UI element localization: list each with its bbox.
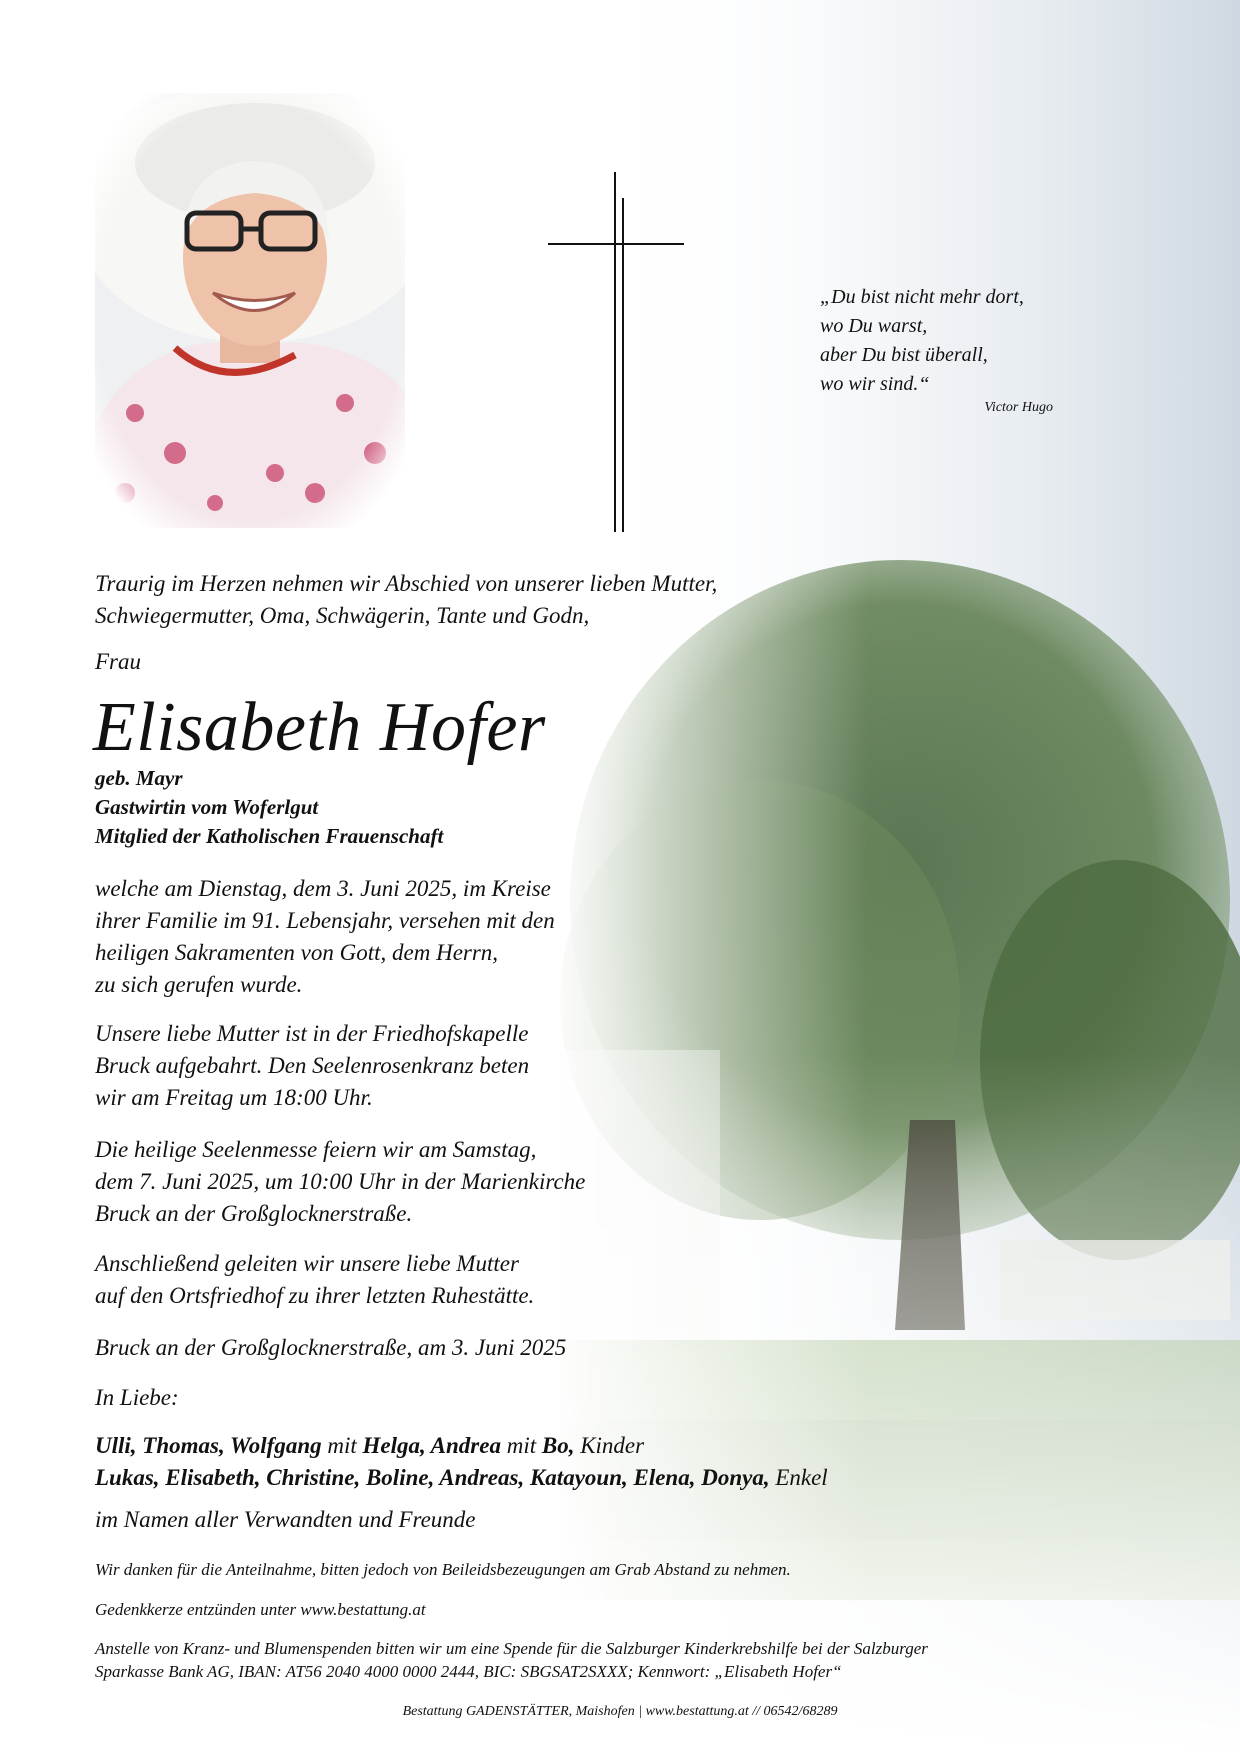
intro-text bbox=[95, 568, 717, 632]
wake-paragraph bbox=[95, 1018, 529, 1114]
relation-label: Kinder bbox=[574, 1433, 645, 1458]
cross-icon bbox=[548, 172, 684, 532]
quote-line: aber Du bist überall, bbox=[820, 344, 988, 366]
paragraph-line: auf den Ortsfriedhof zu ihrer letzten Ruhestätte. bbox=[95, 1283, 535, 1308]
paragraph-line: Anschließend geleiten wir unsere liebe Mutter bbox=[95, 1251, 519, 1276]
footer-imprint: Bestattung GADENSTÄTTER, Maishofen | www.bestattung.at // 06542/68289 bbox=[402, 1704, 838, 1719]
death-paragraph bbox=[95, 873, 555, 1001]
portrait-photo bbox=[95, 93, 405, 528]
quote-line: „Du bist nicht mehr dort, bbox=[820, 286, 1024, 308]
partner-names: Helga, Andrea bbox=[362, 1433, 501, 1458]
paragraph-line: Bruck an der Großglocknerstraße. bbox=[95, 1201, 413, 1226]
grandchildren-row bbox=[95, 1462, 828, 1494]
occupation: Gastwirtin vom Woferlgut bbox=[95, 795, 319, 819]
relation-label: Enkel bbox=[769, 1465, 828, 1490]
donation-note bbox=[95, 1637, 928, 1683]
paragraph-line: zu sich gerufen wurde. bbox=[95, 972, 303, 997]
paragraph-line: Die heilige Seelenmesse feiern wir am Samstag, bbox=[95, 1137, 537, 1162]
thanks-note: Wir danken für die Anteilnahme, bitten jedoch von Beileidsbezeugungen am Grab Abstand zu nehmen. bbox=[95, 1560, 791, 1579]
partner-name: Bo, bbox=[541, 1433, 575, 1458]
quote-author: Victor Hugo bbox=[984, 400, 1053, 415]
paragraph-line: heiligen Sakramenten von Gott, dem Herrn, bbox=[95, 940, 499, 965]
candle-note: Gedenkkerze entzünden unter www.bestattung.at bbox=[95, 1600, 426, 1619]
burial-paragraph bbox=[95, 1248, 534, 1312]
family-list bbox=[95, 1430, 828, 1536]
title-prefix: Frau bbox=[95, 649, 141, 674]
connector: mit bbox=[500, 1433, 542, 1458]
membership: Mitglied der Katholischen Frauenschaft bbox=[95, 824, 444, 848]
paragraph-line: welche am Dienstag, dem 3. Juni 2025, im Kreise bbox=[95, 876, 551, 901]
relatives-line: im Namen aller Verwandten und Freunde bbox=[95, 1507, 476, 1532]
children-names: Ulli, Thomas, Wolfgang bbox=[95, 1433, 322, 1458]
quote bbox=[820, 283, 1024, 399]
intro-line: Schwiegermutter, Oma, Schwägerin, Tante und Godn, bbox=[95, 603, 590, 628]
paragraph-line: Bruck aufgebahrt. Den Seelenrosenkranz beten bbox=[95, 1053, 530, 1078]
connector: mit bbox=[321, 1433, 363, 1458]
place-date: Bruck an der Großglocknerstraße, am 3. Juni 2025 bbox=[95, 1335, 567, 1360]
intro-line: Traurig im Herzen nehmen wir Abschied von unserer lieben Mutter, bbox=[95, 571, 718, 596]
mass-paragraph bbox=[95, 1134, 585, 1230]
quote-line: wo Du warst, bbox=[820, 315, 928, 337]
donation-line: Anstelle von Kranz- und Blumenspenden bitten wir um eine Spende für die Salzburger Kinderkrebshilfe bei der Salzburger bbox=[95, 1639, 928, 1658]
quote-line: wo wir sind.“ bbox=[820, 373, 930, 395]
paragraph-line: ihrer Familie im 91. Lebensjahr, versehen mit den bbox=[95, 908, 555, 933]
deceased-name: Elisabeth Hofer bbox=[93, 689, 546, 766]
paragraph-line: wir am Freitag um 18:00 Uhr. bbox=[95, 1085, 373, 1110]
children-row bbox=[95, 1430, 828, 1462]
paragraph-line: dem 7. Juni 2025, um 10:00 Uhr in der Marienkirche bbox=[95, 1169, 586, 1194]
subtitles bbox=[95, 764, 443, 851]
paragraph-line: Unsere liebe Mutter ist in der Friedhofskapelle bbox=[95, 1021, 529, 1046]
in-love-label: In Liebe: bbox=[95, 1385, 179, 1410]
grandchildren-names: Lukas, Elisabeth, Christine, Boline, Andreas, Katayoun, Elena, Donya, bbox=[95, 1465, 770, 1490]
donation-line: Sparkasse Bank AG, IBAN: AT56 2040 4000 0000 2444, BIC: SBGSAT2SXXX; Kennwort: „Elisabeth Hofer“ bbox=[95, 1662, 842, 1681]
maiden-name: geb. Mayr bbox=[95, 766, 183, 790]
